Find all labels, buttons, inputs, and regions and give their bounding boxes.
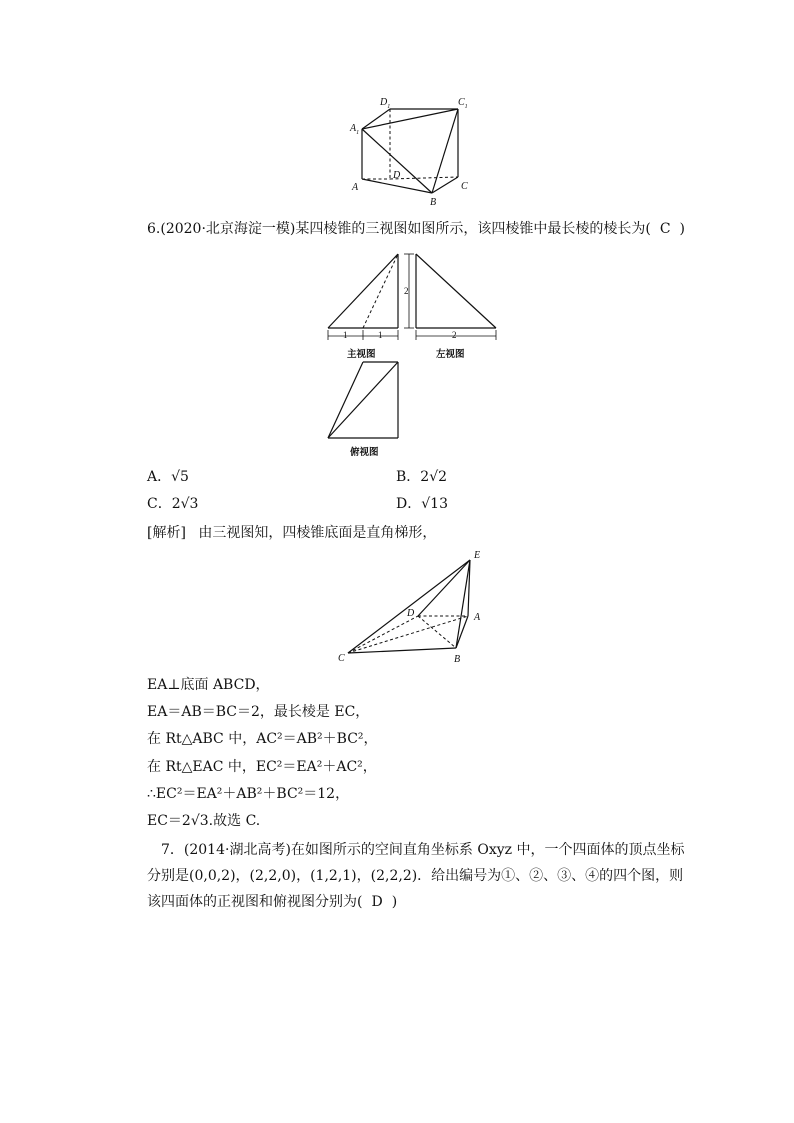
analysis-tag: [解析] — [147, 525, 186, 541]
front-view-figure — [326, 248, 406, 343]
top-view-caption: 俯视图 — [350, 447, 379, 458]
label-B: B — [430, 197, 437, 208]
analysis-text: 由三视图知，四棱锥底面是直角梯形， — [198, 525, 437, 541]
label-C: C — [461, 181, 468, 192]
label-D1: $D_1$ — [380, 97, 391, 110]
solution-line-2: EA＝AB＝BC＝2，最长棱是 EC， — [147, 704, 370, 720]
solution-line-5: ∴EC²＝EA²＋AB²＋BC²＝12， — [147, 786, 350, 802]
q6-option-b[interactable]: B．2√2 — [396, 469, 448, 485]
dim-front-1a: 1 — [343, 330, 348, 340]
top-view-figure — [326, 358, 406, 442]
edge-C1-B — [432, 109, 458, 193]
q6-close: ) — [679, 221, 686, 237]
q7-answer: D — [371, 894, 383, 910]
q6-answer: C — [659, 221, 671, 237]
q6-option-a[interactable]: A．√5 — [147, 469, 189, 485]
left-view-caption: 左视图 — [436, 349, 465, 360]
label-A1: $A_1$ — [350, 123, 360, 136]
pyr-label-D: D — [407, 608, 415, 619]
q6-option-c[interactable]: C．2√3 — [147, 496, 199, 512]
solution-line-6: EC＝2√3.故选 C. — [147, 813, 261, 829]
solution-line-3: 在 Rt△ABC 中，AC²＝AB²＋BC²， — [147, 731, 378, 747]
front-view-caption: 主视图 — [347, 349, 376, 360]
dim-left-2: 2 — [452, 330, 457, 340]
edge-A1-B — [362, 129, 432, 193]
edge-C-E — [348, 560, 470, 653]
edge-D-B-hidden — [418, 616, 456, 648]
dim-height-2: 2 — [404, 286, 409, 296]
pyr-label-C: C — [338, 653, 345, 664]
pyramid-figure — [334, 548, 494, 666]
q6-option-d[interactable]: D．√13 — [396, 496, 448, 512]
edge-C-B — [348, 648, 456, 653]
label-C1: $C_1$ — [458, 97, 468, 110]
q6-stem-text: 6.(2020·北京海淀一模)某四棱锥的三视图如图所示，该四棱锥中最长棱的棱长为( — [147, 221, 651, 237]
q7-text: 7．(2014·湖北高考)在如图所示的空间直角坐标系 Oxyz 中，一个四面体的顶点坐标分别是(0,0,2)，(2,2,0)，(1,2,1)，(2,2,2)．给出编号为①、②、③、④的四个图，则该四面体的正视图和俯视图分别为( — [147, 842, 685, 910]
q7-close: ) — [391, 894, 398, 910]
left-view-figure — [412, 248, 502, 343]
label-D: D — [393, 170, 401, 181]
q7-stem — [147, 837, 687, 915]
label-A: A — [352, 182, 359, 193]
pyr-label-A: A — [474, 612, 481, 623]
pyr-label-B: B — [454, 654, 461, 665]
pyr-label-E: E — [474, 550, 481, 561]
solution-line-1: EA⊥底面 ABCD， — [147, 677, 270, 693]
dim-front-1b: 1 — [378, 330, 383, 340]
edge-A-B — [456, 616, 468, 648]
q6-analysis — [147, 524, 436, 542]
solution-line-4: 在 Rt△EAC 中，EC²＝EA²＋AC²， — [147, 759, 377, 775]
q6-stem — [147, 220, 685, 238]
cube-figure — [340, 95, 490, 210]
edge-A-B — [362, 179, 432, 193]
